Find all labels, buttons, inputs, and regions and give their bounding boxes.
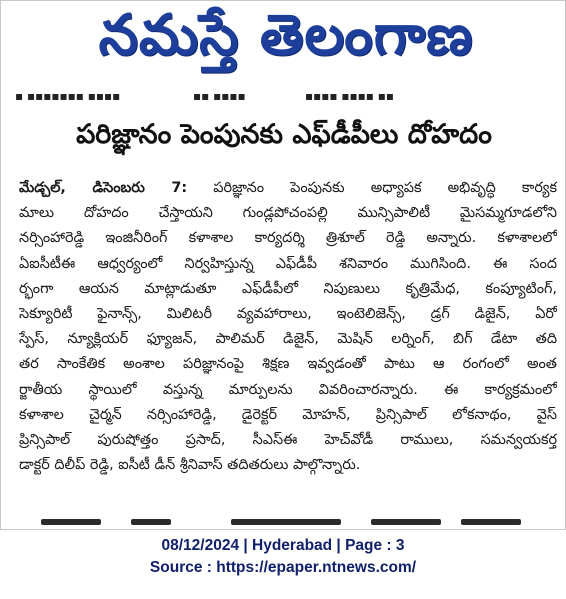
article-line: ప్రిన్సిపాల్‌ పురుషోత్తం ప్రసాద్‌, సీఎస్‌ఈ హెచ్‌వోడీ రాములు, సమన్వయకర్త xyxy=(19,432,557,449)
article-line: ర్భంగా ఆయన మాట్లాడుతూ ఎఫ్‌డీపీలో నిపుణులు కృత్రిమేధ, కంప్యూటింగ్‌, xyxy=(19,280,557,297)
clipped-next-article-edge xyxy=(41,517,531,527)
article-line-last: డాక్టర్‌ దిలీప్‌ రెడ్డి, ఐసీటీ డీన్‌ శ్రీనివాస్‌ తదితరులు పాల్గొన్నారు. xyxy=(19,457,361,474)
article-line: ర్జాతీయ స్థాయిలో వస్తున్న మార్పులను వివరించారన్నారు. ఈ కార్యక్రమంలో xyxy=(19,381,557,398)
clipped-text-fragment: ▪▪ ▪▪▪▪ xyxy=(193,94,246,103)
article-headline: పరిజ్ఞానం పెంపునకు ఎఫ్‌డీపీలు దోహదం xyxy=(76,119,492,150)
article-line: నర్సింహారెడ్డి ఇంజినీరింగ్‌ కళాశాల కార్యదర్శి త్రిశూల్‌ రెడ్డి అన్నారు. కళాశాలలో xyxy=(19,230,557,247)
article-line: కళాశాల చైర్మన్‌ నర్సింహారెడ్డి, డైరెక్టర్‌ మోహన్‌, ప్రిన్సిపాల్‌ లోకనాథం, వైస్‌ xyxy=(19,406,557,423)
article-line-text: పరిజ్ఞానం పెంపునకు అధ్యాపక అభివృద్ధి కార్యక xyxy=(213,180,557,196)
clipped-text-fragment xyxy=(41,519,101,525)
article-line: స్పేస్‌, న్యూక్లియర్‌ ఫ్యూజన్‌, పాలిమర్‌ డిజైన్‌, మెషిన్‌ లర్నింగ్‌, బిగ్‌ డేటా తది xyxy=(19,331,557,348)
clipped-text-fragment xyxy=(131,519,171,525)
clipped-text-fragment: ▪ ▪▪▪▪▪▪▪ ▪▪▪▪ xyxy=(15,94,121,103)
article-line-1 xyxy=(19,176,557,201)
clipped-previous-article-edge xyxy=(15,94,555,104)
article-dateline: మేడ్చల్‌, డిసెంబరు 7: xyxy=(19,180,188,196)
article-line: మాలు దోహదం చేస్తాయని గుండ్లపోచంపల్లి మున్సిపాలిటీ మైసమ్మగూడలోని xyxy=(19,205,557,222)
article-body xyxy=(19,176,557,478)
clipped-text-fragment xyxy=(231,519,341,525)
clipped-text-fragment: ▪▪▪▪ ▪▪▪▪ ▪▪ xyxy=(305,94,394,103)
clipped-text-fragment xyxy=(371,519,441,525)
publication-info: 08/12/2024 | Hyderabad | Page : 3 xyxy=(161,537,405,554)
article-line: ఏఐసీటీఈ ఆధ్వర్యంలో నిర్వహిస్తున్న ఎఫ్‌డీపీ శనివారం ముగిసింది. ఈ సంద xyxy=(19,255,557,272)
article-line: తర సాంకేతిక అంశాల పరిజ్ఞానంపై శిక్షణ ఇవ్వడంతో పాటు ఆ రంగంలో అంత xyxy=(19,356,557,373)
source-url[interactable]: Source : https://epaper.ntnews.com/ xyxy=(149,559,417,576)
article-line: సెక్యూరిటీ ఫైనాన్స్‌, మిలిటరీ వ్యవహారాలు, ఇంటెలిజెన్స్‌, డ్రగ్‌ డిజైన్‌, ఏరో xyxy=(19,306,557,323)
clipped-text-fragment xyxy=(461,519,521,525)
masthead-logo: నమస్తే తెలంగాణ xyxy=(98,2,474,68)
source-footer xyxy=(0,535,566,579)
